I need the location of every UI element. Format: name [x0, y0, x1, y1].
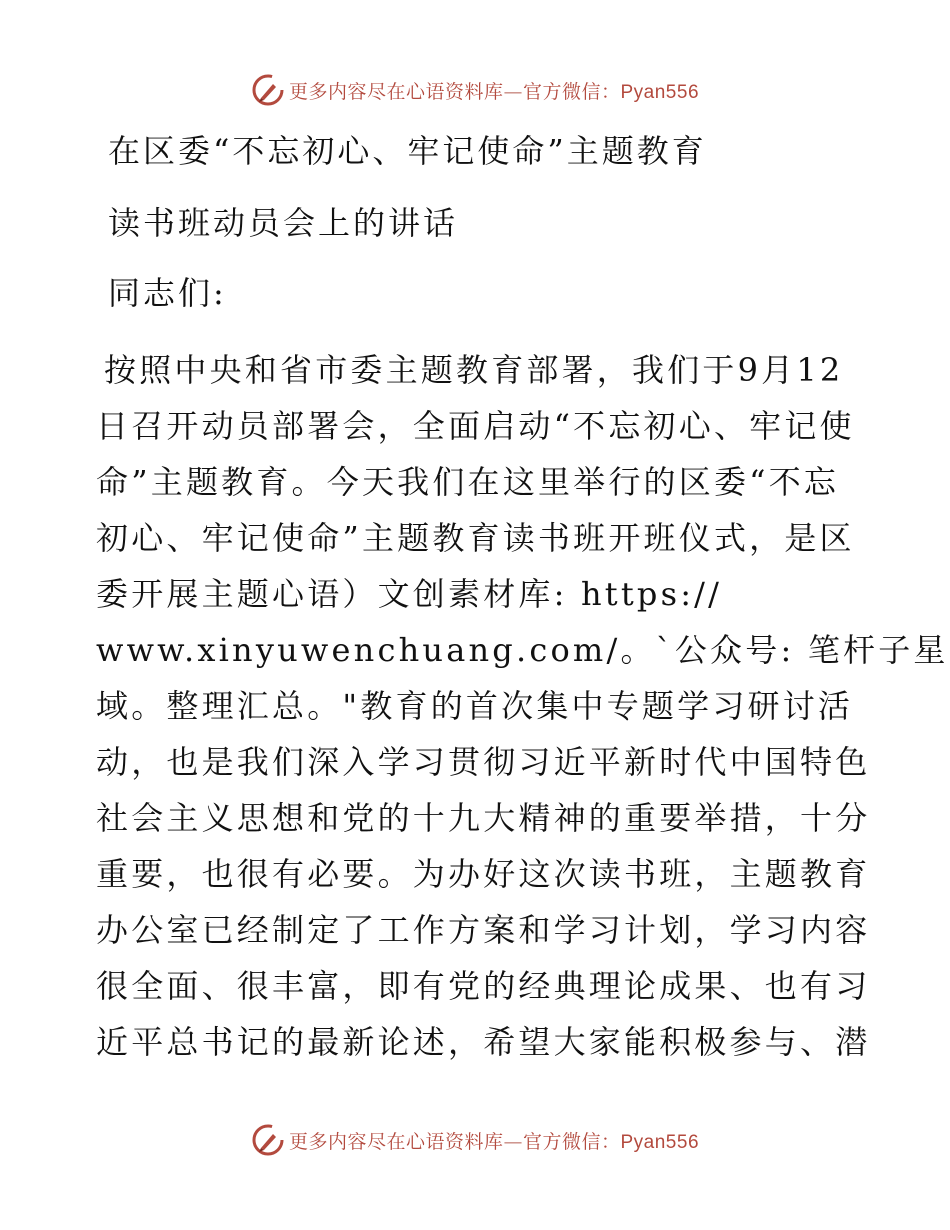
watermark-separator: — [503, 80, 523, 103]
body-line: 近平总书记的最新论述，希望大家能积极参与、潜 [96, 1023, 871, 1061]
document-title-line-2: 读书班动员会上的讲话 [108, 204, 459, 242]
body-line: 办公室已经制定了工作方案和学习计划，学习内容 [96, 911, 871, 949]
body-line: 命”主题教育。今天我们在这里举行的区委“不忘 [96, 463, 840, 501]
watermark-separator: — [503, 1130, 523, 1153]
salutation: 同志们: [108, 274, 227, 312]
body-line: www.xinyuwenchuang.com/。`公众号: 笔杆子星 [96, 631, 949, 669]
watermark-main-text: 更多内容尽在心语资料库 [288, 80, 504, 103]
speech-body [96, 342, 949, 1070]
body-line: 初心、牢记使命”主题教育读书班开班仪式，是区 [96, 519, 855, 557]
document-page [96, 120, 949, 1070]
pen-logo-icon [251, 73, 285, 107]
body-line: 域。整理汇总。"教育的首次集中专题学习研讨活 [96, 687, 854, 725]
body-line: 动，也是我们深入学习贯彻习近平新时代中国特色 [96, 743, 871, 781]
watermark-text [289, 77, 699, 104]
header-watermark-banner [0, 70, 950, 110]
body-line: 重要，也很有必要。为办好这次读书班，主题教育 [96, 855, 871, 893]
footer-watermark-banner [0, 1120, 950, 1160]
body-line: 委开展主题心语）文创素材库: https:// [96, 575, 723, 613]
watermark-wechat-id: Pyan556 [620, 1131, 700, 1153]
watermark-official-label: 官方微信： [522, 80, 621, 103]
pen-logo-icon [251, 1123, 285, 1157]
watermark-official-label: 官方微信： [522, 1130, 621, 1153]
watermark-main-text: 更多内容尽在心语资料库 [288, 1130, 504, 1153]
watermark-wechat-id: Pyan556 [620, 81, 700, 103]
watermark-text [289, 1127, 699, 1154]
body-line: 社会主义思想和党的十九大精神的重要举措，十分 [96, 799, 871, 837]
body-line: 日召开动员部署会，全面启动“不忘初心、牢记使 [96, 407, 855, 445]
document-title-line-1: 在区委“不忘初心、牢记使命”主题教育 [108, 132, 707, 170]
body-line: 按照中央和省市委主题教育部署，我们于9月12 [104, 351, 844, 389]
body-line: 很全面、很丰富，即有党的经典理论成果、也有习 [96, 967, 871, 1005]
